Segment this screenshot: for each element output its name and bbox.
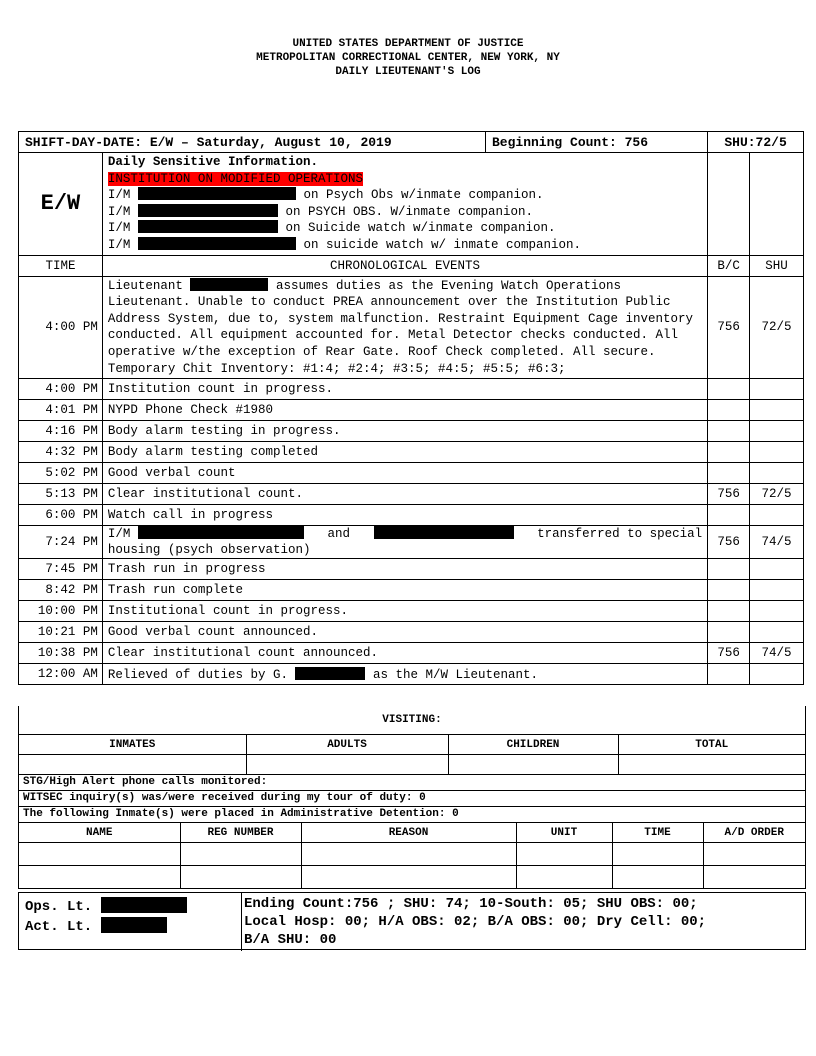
log-entry: 7:45 PM Trash run in progress [19, 559, 804, 580]
detention-order-header: A/D ORDER [703, 823, 805, 843]
stg-phone-calls: STG/High Alert phone calls monitored: [19, 775, 805, 791]
header-log-title: DAILY LIEUTENANT'S LOG [335, 66, 481, 78]
visiting-table [19, 735, 805, 775]
visiting-title: VISITING: [19, 706, 805, 735]
shift-row [19, 132, 804, 153]
redaction-block [374, 526, 514, 539]
shift-code: E/W [19, 153, 103, 256]
log-entry: 10:38 PM Clear institutional count announced. 756 74/5 [19, 643, 804, 664]
shift-day-date: SHIFT-DAY-DATE: E/W – Saturday, August 10, 2019 [25, 134, 392, 150]
redaction-block [138, 237, 296, 250]
redaction-block [138, 204, 278, 217]
redaction-block [138, 187, 296, 200]
redaction-block [138, 526, 304, 539]
detention-time-header: TIME [612, 823, 703, 843]
redaction-block [190, 278, 268, 291]
footer-section [18, 892, 806, 950]
detention-blank-row [19, 843, 805, 866]
col-time: TIME [19, 255, 103, 276]
header-department: UNITED STATES DEPARTMENT OF JUSTICE [292, 38, 524, 50]
header-institution: METROPOLITAN CORRECTIONAL CENTER, NEW YORK, NY [256, 52, 560, 64]
redaction-block [101, 897, 187, 913]
admin-detention-note: The following Inmate(s) were placed in Administrative Detention: 0 [23, 808, 459, 820]
col-events: CHRONOLOGICAL EVENTS [102, 255, 707, 276]
modified-operations-alert: INSTITUTION ON MODIFIED OPERATIONS [107, 171, 363, 186]
witsec-inquiry: WITSEC inquiry(s) was/were received during my tour of duty: 0 [19, 791, 805, 807]
sensitive-info-row [19, 153, 804, 256]
log-entry-transfer: 7:24 PM I/M and transferred to special housing (psych observation) 756 74/5 [19, 526, 804, 559]
log-entry: 6:00 PM Watch call in progress [19, 505, 804, 526]
redaction-block [295, 667, 365, 680]
col-bc: B/C [708, 255, 750, 276]
sensitive-line: I/M on PSYCH OBS. W/inmate companion. [107, 204, 534, 219]
redaction-block [138, 220, 278, 233]
detention-reason-header: REASON [301, 823, 516, 843]
log-entry: 4:32 PM Body alarm testing completed [19, 442, 804, 463]
log-entry: 8:42 PM Trash run complete [19, 580, 804, 601]
log-entry: 4:00 PM Institution count in progress. [19, 379, 804, 400]
visiting-children-header: CHILDREN [448, 735, 618, 755]
detention-table [19, 822, 805, 888]
visiting-inmates-header: INMATES [19, 735, 246, 755]
visiting-adults-header: ADULTS [246, 735, 448, 755]
sensitive-line: I/M on Psych Obs w/inmate companion. [107, 188, 544, 203]
redaction-block [101, 917, 167, 933]
ending-count: Ending Count:756 ; SHU: 74; 10-South: 05; SHU OBS: 00; Local Hosp: 00; H/A OBS: 02; B/A OBS: 00; Dry Cell: 00; B/A SHU: 00 [241, 893, 804, 951]
detention-unit-header: UNIT [516, 823, 612, 843]
detention-reg-header: REG NUMBER [180, 823, 301, 843]
visiting-section [18, 706, 806, 889]
ops-lt: Ops. Lt. [25, 897, 187, 917]
column-headers [19, 255, 804, 276]
col-shu: SHU [750, 255, 804, 276]
sensitive-line: I/M on Suicide watch w/inmate companion. [107, 221, 556, 236]
detention-name-header: NAME [19, 823, 180, 843]
log-entry: 5:13 PM Clear institutional count. 756 72/5 [19, 484, 804, 505]
sensitive-line: I/M on suicide watch w/ inmate companion. [107, 237, 582, 252]
beginning-count: Beginning Count: 756 [492, 134, 649, 150]
visiting-total-header: TOTAL [618, 735, 805, 755]
document-header [0, 37, 816, 79]
log-entry: 4:01 PM NYPD Phone Check #1980 [19, 400, 804, 421]
shu-count: SHU:72/5 [708, 132, 804, 153]
act-lt: Act. Lt. [25, 917, 187, 937]
log-entry: 4:00 PM Lieutenant assumes duties as the Evening Watch Operations Lieutenant. Unable to conduct PREA announcement over the Institution Public Address System, due to, system malfunction. Restraint Equipment Cage inventory conducted. All equipment accounted for. Metal Detector checks conducted. All operative w/the exception of Rear Gate. Roof Check completed. All secure. Temporary Chit Inventory: #1:4; #2:4; #3:5; #4:5; #5:5; #6:3; 756 72/5 [19, 276, 804, 379]
log-table [18, 131, 804, 685]
log-entry: 4:16 PM Body alarm testing in progress. [19, 421, 804, 442]
log-entry: 10:00 PM Institutional count in progress. [19, 601, 804, 622]
sensitive-title: Daily Sensitive Information. [107, 155, 318, 169]
log-entry-relief: 12:00 AM Relieved of duties by G. as the M/W Lieutenant. [19, 664, 804, 685]
detention-blank-row [19, 866, 805, 889]
log-entry: 5:02 PM Good verbal count [19, 463, 804, 484]
log-entry: 10:21 PM Good verbal count announced. [19, 622, 804, 643]
